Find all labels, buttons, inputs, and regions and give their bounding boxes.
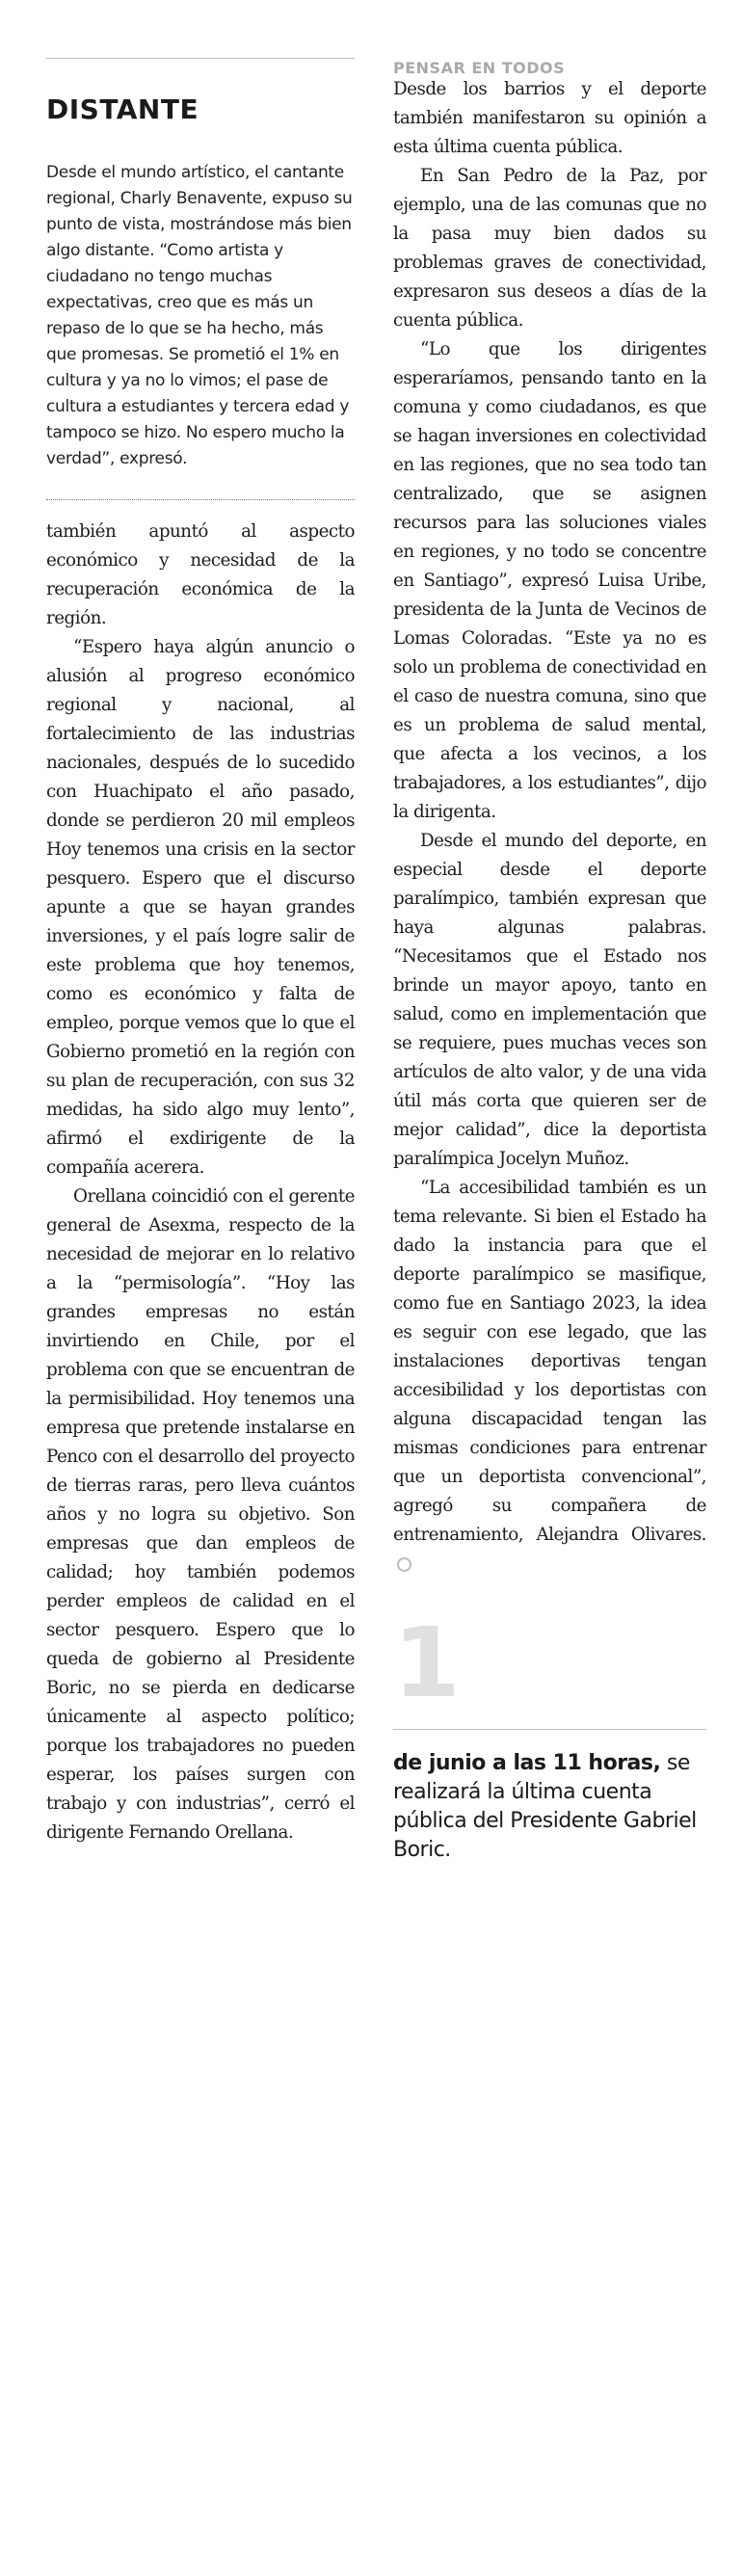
paragraph-text: “La accesibilidad también es un tema relevante. Si bien el Estado ha dado la instancia para que el deporte paralímpico se masifique, como fue en Santiago 2023, la idea es seguir con ese legado, que las instalaciones deportivas tengan accesibilidad y los deportistas con alguna discapacidad tengan las mismas condiciones para entrenar que un deportista convencional”, agregó su compañera de entrenamiento, Alejandra Olivares. bbox=[393, 1178, 706, 1545]
paragraph: “Lo que los dirigentes esperaríamos, pensando tanto en la comuna y como ciudadanos, es que se hagan inversiones en colectividad en las regiones, que no sea todo tan centralizado, que se asignen recursos para las soluciones viales en regiones, y no todo se concentre en Santiago”, expresó Luisa Uribe, presidenta de la Junta de Vecinos de Lomas Coloradas. “Este ya no es solo un problema de conectividad en el caso de nuestra comuna, sino que es un problema de salud mental, que afecta a los vecinos, a los trabajadores, a los estudiantes”, dijo la dirigenta. bbox=[393, 339, 706, 822]
left-body bbox=[46, 518, 355, 1847]
sidebar-box bbox=[46, 58, 355, 472]
paragraph: Desde el mundo del deporte, en especial desde el deporte paralímpico, también expresan que haya algunas palabras. “Necesitamos que el Estado nos brinde un mayor apoyo, tanto en salud, como en implementación que se requiere, pues muchas veces son artículos de alto valor, y de una vida útil más corta que quieren ser de mejor calidad”, dice la deportista paralímpica Jocelyn Muñoz. bbox=[393, 831, 706, 1169]
right-body bbox=[393, 75, 706, 1579]
paragraph: también apuntó al aspecto económico y necesidad de la recuperación económica de la región. bbox=[46, 521, 355, 628]
divider bbox=[393, 1729, 706, 1730]
paragraph-last bbox=[393, 1174, 706, 1579]
end-mark-icon bbox=[397, 1557, 411, 1572]
sidebar-text: Desde el mundo artístico, el cantante regional, Charly Benavente, expuso su punto de vista, mostrándose más bien algo distante. “Como artista y ciudadano no tengo muchas expectativas, creo que es más un repaso de lo que se ha hecho, más que promesas. Se prometió el 1% en cultura y ya no lo vimos; el pase de cultura a estudiantes y tercera edad y tampoco se hizo. No espero mucho la verdad”, expresó. bbox=[46, 163, 353, 468]
section-kicker: PENSAR EN TODOS bbox=[393, 59, 566, 77]
stat-lead: de junio a las 11 horas, bbox=[393, 1751, 661, 1775]
stat-text bbox=[393, 1749, 706, 1865]
paragraph: Orellana coincidió con el gerente general de Asexma, respecto de la necesidad de mejorar en lo relativo a la “permisología”. “Hoy las grandes empresas no están invirtiendo en Chile, por el problema con que se encuentran de la permisibilidad. Hoy tenemos una empresa que pretende instalarse en Penco con el desarrollo del proyecto de tierras raras, pero lleva cuántos años y no logra su objetivo. Son empresas que dan empleos de calidad; hoy también podemos perder empleos de calidad en el sector pesquero. Espero que lo queda de gobierno al Presidente Boric, no se pierda en dedicarse únicamente al aspecto político; porque los trabajadores no pueden esperar, los países surgen con trabajo y con industrias”, cerró el dirigente Fernando Orellana. bbox=[46, 1186, 355, 1843]
right-column bbox=[393, 58, 706, 1865]
stat-rest: se realizará la última cuenta pública del Presidente Gabriel Boric. bbox=[393, 1751, 697, 1862]
paragraph: En San Pedro de la Paz, por ejemplo, una de las comunas que no la pasa muy bien dados su problemas graves de conectividad, expresaron sus deseos a días de la cuenta pública. bbox=[393, 166, 706, 331]
paragraph: “Espero haya algún anuncio o alusión al progreso económico regional y nacional, al fortalecimiento de las industrias nacionales, después de lo sucedido con Huachipato el año pasado, donde se perdieron 20 mil empleos Hoy tenemos una crisis en la sector pesquero. Espero que el discurso apunte a que se hayan grandes inversiones, y el país logre salir de este problema que hoy tenemos, como es económico y falta de empleo, porque vemos que lo que el Gobierno prometió en la región con su plan de recuperación, con sus 32 medidas, ha sido algo muy lento”, afirmó el exdirigente de la compañía acerera. bbox=[46, 637, 355, 1178]
left-column bbox=[46, 58, 355, 1847]
stat-number: 1 bbox=[393, 1607, 461, 1719]
divider bbox=[46, 499, 355, 500]
paragraph: Desde los barrios y el deporte también manifestaron su opinión a esta última cuenta pública. bbox=[393, 79, 706, 157]
sidebar-title: DISTANTE bbox=[46, 93, 199, 125]
